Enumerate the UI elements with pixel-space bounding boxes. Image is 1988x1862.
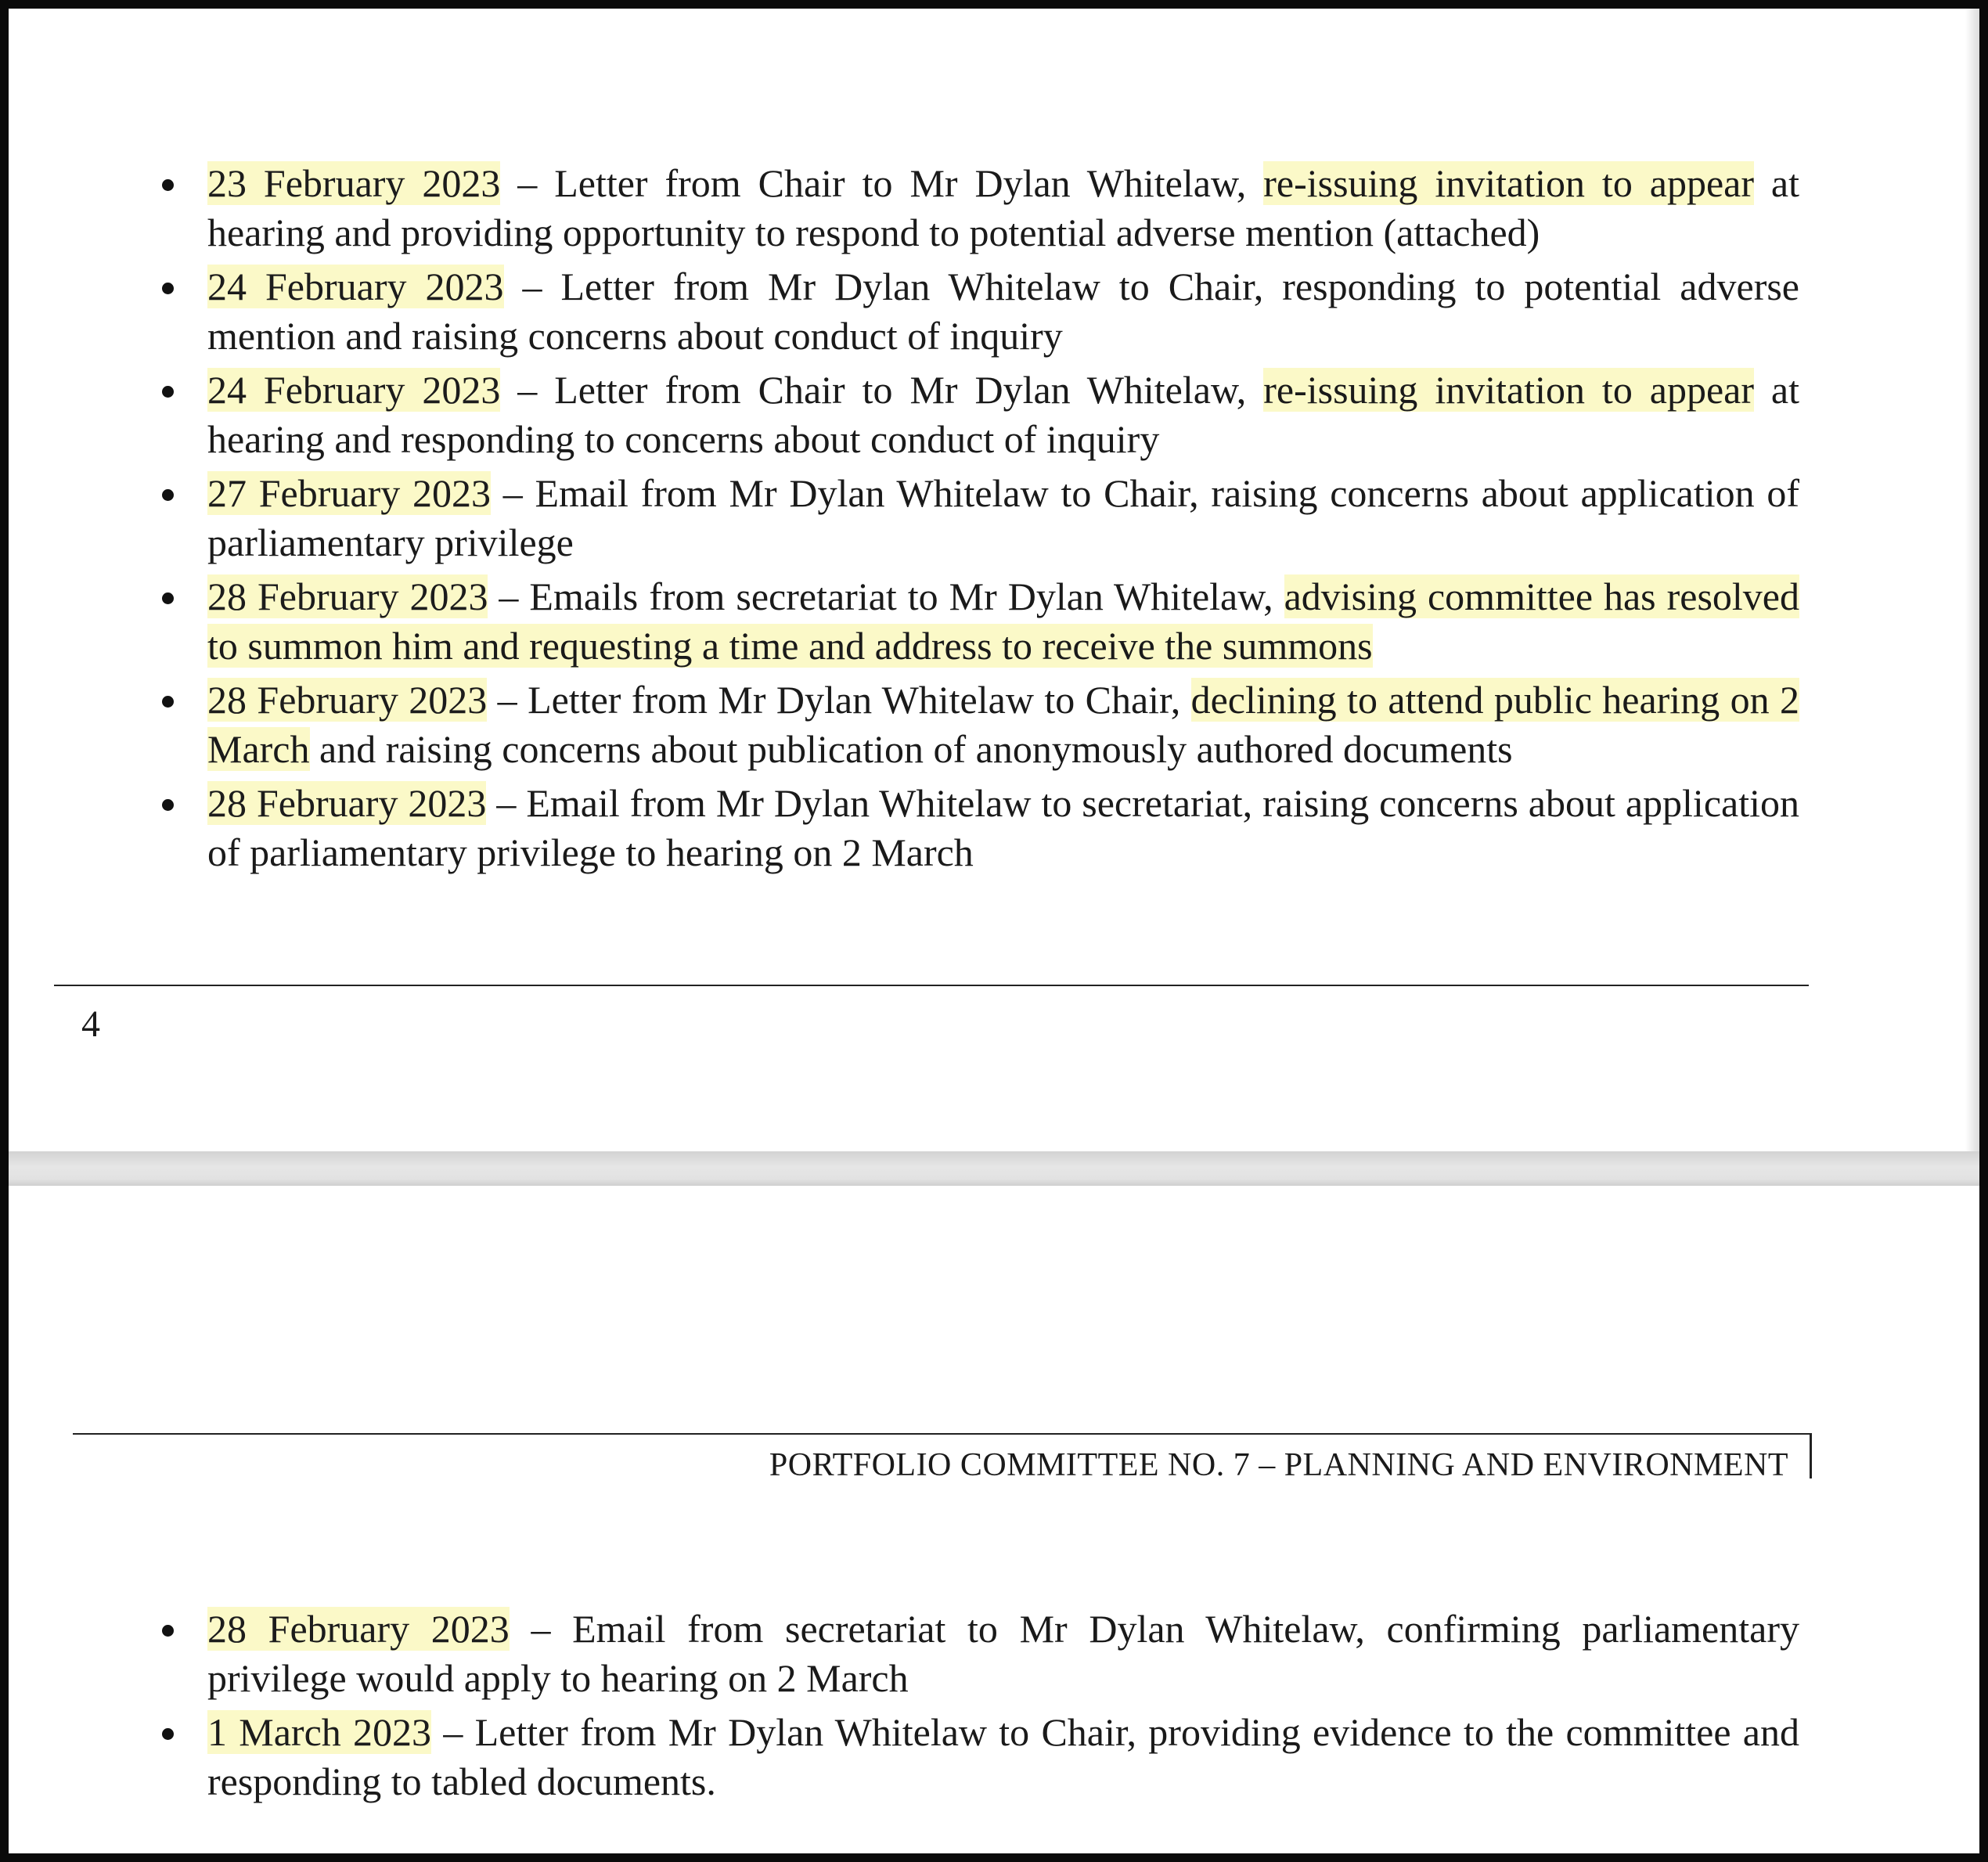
list-item [9,159,1979,258]
entry-text: – Letter from Chair to Mr Dylan Whitelaw, [500,161,1264,205]
entry-text: – Emails from secretariat to Mr Dylan Whitelaw, [488,574,1284,618]
entry-text: – Letter from Mr Dylan Whitelaw to Chair, responding to potential adverse mention and raising concerns about conduct of inquiry [207,265,1799,358]
entry-date: 28 February 2023 [207,781,487,825]
page-edge-shadow [1965,9,1979,1151]
header-rule-tick [1810,1433,1812,1478]
entry-date: 1 March 2023 [207,1710,432,1754]
entry-text: – Email from Mr Dylan Whitelaw to secretariat, raising concerns about application of parliamentary privilege to hearing on 2 March [207,781,1799,874]
page-number: 4 [81,1003,100,1045]
bullet-icon [162,696,174,708]
bullet-icon [162,1728,174,1740]
entry-text: – Letter from Mr Dylan Whitelaw to Chair, providing evidence to the committee and responding to tabled documents. [207,1710,1799,1803]
running-head: PORTFOLIO COMMITTEE NO. 7 – PLANNING AND ENVIRONMENT [769,1447,1788,1483]
entry-date: 23 February 2023 [207,161,501,205]
entry-text: – Email from Mr Dylan Whitelaw to Chair, raising concerns about application of parliamentary privilege [207,471,1799,564]
entry-date: 28 February 2023 [207,574,488,618]
entry-text: – Letter from Chair to Mr Dylan Whitelaw, [500,368,1264,412]
entry-text: – Letter from Mr Dylan Whitelaw to Chair, [487,678,1191,722]
page-break-gap [9,1151,1979,1186]
bullet-icon [162,283,174,294]
bullet-icon [162,489,174,501]
footer-rule [54,985,1809,986]
entry-text: – Email from secretariat to Mr Dylan Whitelaw, confirming parliamentary privilege would apply to hearing on 2 March [207,1607,1799,1700]
entry-highlight: declining to attend public hearing on 2 March [207,678,1799,771]
list-item [9,779,1979,877]
list-item [9,469,1979,567]
entry-date: 27 February 2023 [207,471,491,515]
bullet-icon [162,1625,174,1637]
entry-highlight: advising committee has resolved to summon him and requesting a time and address to receive the summons [207,574,1800,668]
list-item [9,675,1979,774]
bullet-icon [162,386,174,398]
entry-date: 28 February 2023 [207,678,488,722]
list-item [9,262,1979,361]
header-rule [73,1433,1810,1435]
bullet-icon [162,592,174,604]
correspondence-list-continued [9,1604,1979,1811]
entry-highlight: re-issuing invitation to appear [1263,368,1754,412]
entry-date: 28 February 2023 [207,1607,510,1651]
entry-text-after: at hearing and responding to concerns about conduct of inquiry [207,368,1799,461]
entry-date: 24 February 2023 [207,368,501,412]
list-item [9,1708,1979,1806]
document-page-4 [9,9,1979,1151]
list-item [9,366,1979,464]
entry-text-after: at hearing and providing opportunity to respond to potential adverse mention (attached) [207,161,1799,254]
entry-text-after: and raising concerns about publication of anonymously authored documents [309,727,1513,771]
bullet-icon [162,179,174,191]
document-page-5 [9,1186,1979,1853]
list-item [9,572,1979,671]
list-item [9,1604,1979,1703]
entry-date: 24 February 2023 [207,265,504,308]
correspondence-list [9,159,1979,882]
bullet-icon [162,799,174,811]
entry-highlight: re-issuing invitation to appear [1263,161,1754,205]
